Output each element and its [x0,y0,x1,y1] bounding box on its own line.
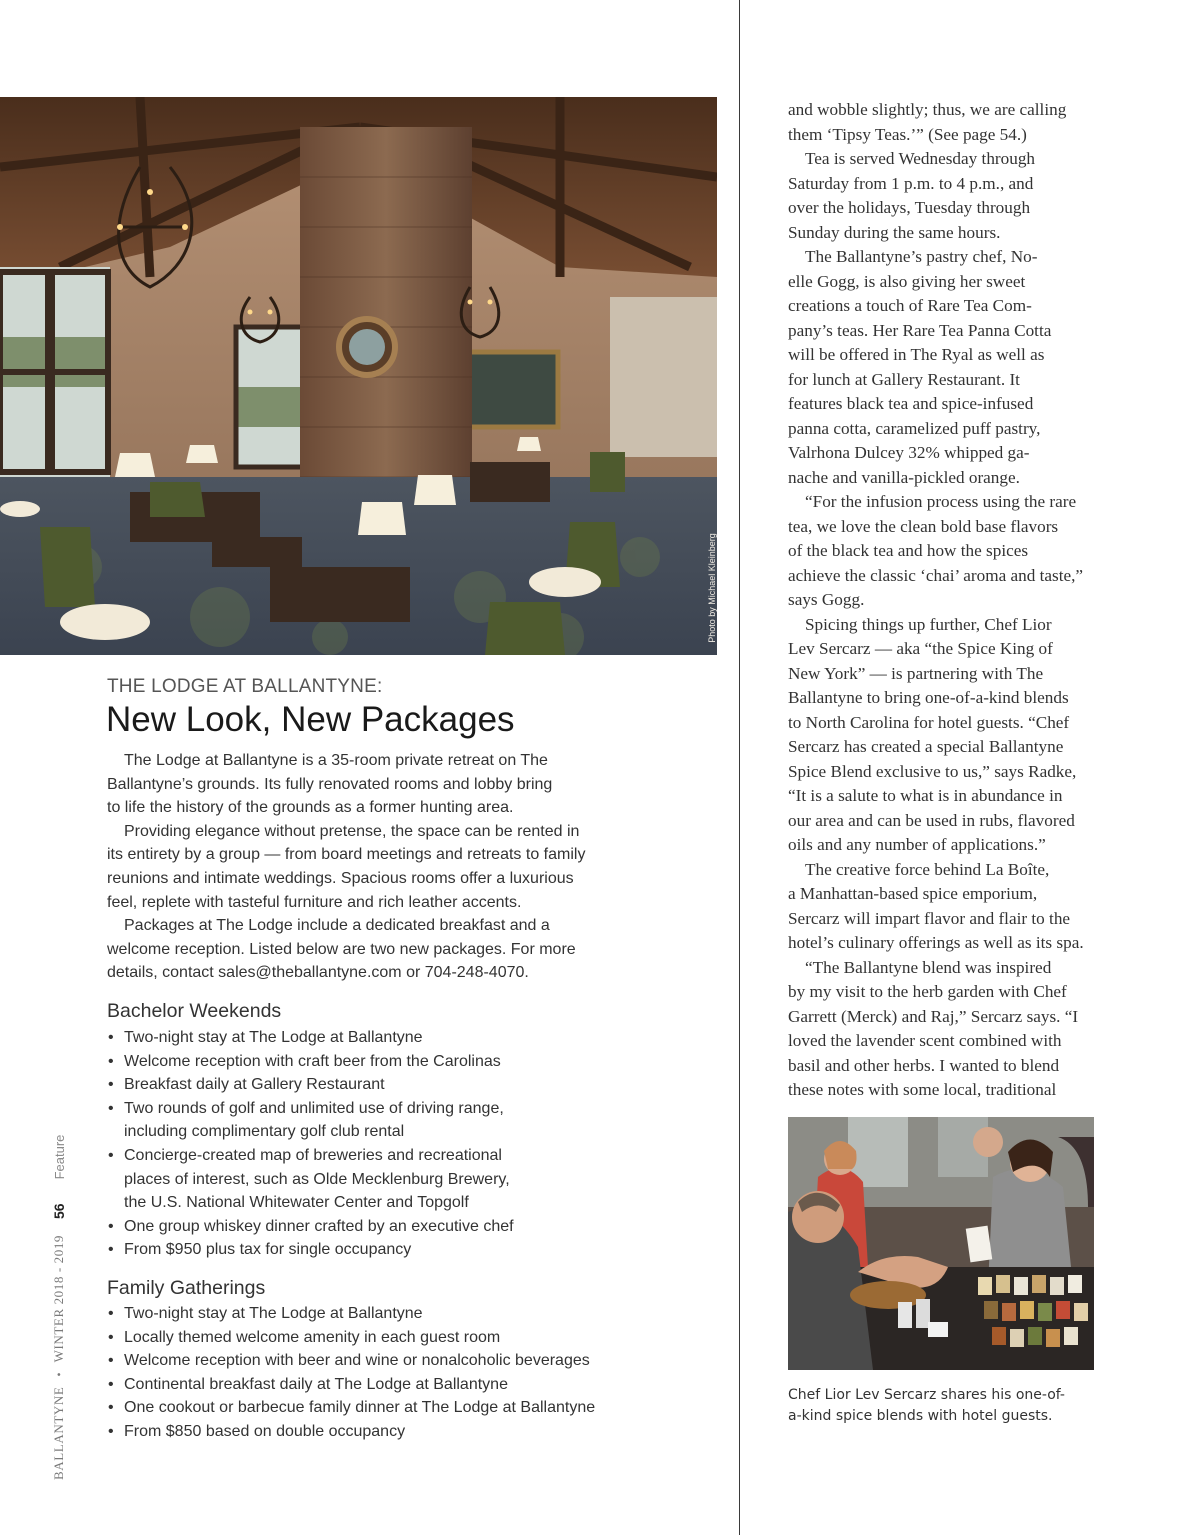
text-line: pany’s teas. Her Rare Tea Panna Cotta [788,320,1052,340]
text-line: Garrett (Merck) and Raj,” Sercarz says. “I [788,1006,1079,1026]
list-item: • Welcome reception with beer and wine or nonalcoholic beverages [107,1349,667,1373]
list-item-line: Concierge-created map of breweries and recreational [124,1146,502,1164]
text-line: them ‘Tipsy Teas.’” (See page 54.) [788,124,1027,144]
text-line: to North Carolina for hotel guests. “Chef [788,712,1070,732]
text-line: achieve the classic ‘chai’ aroma and taste,” [788,565,1084,585]
text-line: Spicing things up further, Chef Lior [805,614,1052,634]
page-number: 56 [51,1203,67,1219]
list-item: • Two-night stay at The Lodge at Ballantyne [107,1026,667,1050]
text-line: “The Ballantyne blend was inspired [805,957,1052,977]
section-label: Feature [51,1134,67,1180]
list-item: • One cookout or barbecue family dinner at The Lodge at Ballantyne [107,1396,667,1420]
package-title-family: Family Gatherings [107,1277,266,1299]
package-list-bachelor [107,1026,667,1262]
text-line: features black tea and spice-infused [788,394,1034,413]
chef-spice-photo [788,1117,1094,1370]
article-kicker: THE LODGE AT BALLANTYNE: [107,676,383,697]
intro-line: to life the history of the grounds as a former hunting area. [107,799,514,817]
text-line: The creative force behind La Boîte, [805,859,1050,879]
text-line: elle Gogg, is also giving her sweet [788,271,1026,291]
caption-line: Chef Lior Lev Sercarz shares his one-of- [788,1387,1065,1403]
list-item: • Locally themed welcome amenity in each guest room [107,1326,667,1350]
list-item-line: places of interest, such as Olde Mecklenburg Brewery, [124,1170,510,1188]
text-line: by my visit to the herb garden with Chef [788,982,1067,1001]
text-line: nache and vanilla-pickled orange. [788,467,1020,487]
text-line: New York” — is partnering with The [788,663,1044,683]
list-item [107,1097,667,1144]
right-column-text [788,98,1108,1103]
list-item-line: the U.S. National Whitewater Center and Topgolf [124,1194,469,1212]
text-line: Saturday from 1 p.m. to 4 p.m., and [788,173,1034,193]
text-line: these notes with some local, traditional [788,1080,1057,1099]
text-line: Valrhona Dulcey 32% whipped ga- [788,443,1030,462]
text-line: Lev Sercarz — aka “the Spice King of [788,639,1053,658]
text-line: over the holidays, Tuesday through [788,198,1031,217]
list-item: • Continental breakfast daily at The Lodge at Ballantyne [107,1373,667,1397]
text-line: for lunch at Gallery Restaurant. It [788,369,1020,389]
text-line: Spice Blend exclusive to us,” says Radke, [788,761,1077,781]
intro-line: Ballantyne’s grounds. Its fully renovated rooms and lobby bring [107,775,553,793]
text-line: “It is a salute to what is in abundance in [788,786,1063,805]
text-line: Sercarz will impart flavor and flair to the [788,908,1071,928]
article-intro [107,749,647,985]
intro-line: Packages at The Lodge include a dedicated breakfast and a [124,917,550,935]
intro-line: details, contact sales@theballantyne.com or 704-248-4070. [107,964,529,982]
intro-line: feel, replete with tasteful furniture and rich leather accents. [107,893,522,911]
list-item: • From $850 based on double occupancy [107,1420,667,1444]
intro-paragraph-1 [107,749,647,820]
list-item: • Welcome reception with craft beer from the Carolinas [107,1050,667,1074]
intro-paragraph-3 [107,914,647,985]
text-line: our area and can be used in rubs, flavored [788,810,1075,830]
text-line: will be offered in The Ryal as well as [788,345,1045,364]
text-line: says Gogg. [788,590,865,609]
intro-line: welcome reception. Listed below are two new packages. For more [107,940,576,958]
list-item: • Two-night stay at The Lodge at Ballantyne [107,1302,667,1326]
text-line: and wobble slightly; thus, we are calling [788,100,1067,119]
package-title-bachelor: Bachelor Weekends [107,1000,282,1022]
text-line: oils and any number of applications.” [788,835,1046,854]
intro-line: The Lodge at Ballantyne is a 35-room private retreat on The [124,752,548,769]
list-item: • From $950 plus tax for single occupancy [107,1238,667,1262]
publication-name: BALLANTYNE [51,1386,66,1480]
intro-paragraph-2 [107,820,647,914]
intro-line: Providing elegance without pretense, the space can be rented in [124,822,580,840]
text-line: creations a touch of Rare Tea Com- [788,296,1032,315]
intro-line: its entirety by a group — from board meetings and retreats to family [107,846,586,864]
issue-date: WINTER 2018 - 2019 [51,1234,66,1363]
text-line: Tea is served Wednesday through [805,149,1036,168]
article-headline: New Look, New Packages [106,700,515,739]
text-line: Ballantyne to bring one-of-a-kind blends [788,688,1069,707]
package-list-family [107,1302,667,1444]
photo-caption [788,1385,1088,1426]
text-line: panna cotta, caramelized puff pastry, [788,418,1041,438]
list-item [107,1144,667,1215]
list-item-line: including complimentary golf club rental [124,1123,405,1141]
intro-line: reunions and intimate weddings. Spacious rooms offer a luxurious [107,869,574,887]
lodge-lobby-photo [0,97,717,655]
text-line: a Manhattan-based spice emporium, [788,884,1038,903]
text-line: hotel’s culinary offerings as well as its spa. [788,933,1084,952]
list-item: • One group whiskey dinner crafted by an executive chef [107,1215,667,1239]
text-line: “For the infusion process using the rare [805,492,1077,511]
photo-credit-text: Photo by Michael Kleinberg [707,532,717,643]
text-line: loved the lavender scent combined with [788,1031,1062,1050]
column-divider [739,0,740,1535]
text-line: Sercarz has created a special Ballantyne [788,737,1064,756]
text-line: of the black tea and how the spices [788,541,1029,560]
text-line: Sunday during the same hours. [788,222,1001,242]
caption-line: a-kind spice blends with hotel guests. [788,1407,1053,1424]
list-item: • Breakfast daily at Gallery Restaurant [107,1073,667,1097]
photo-credit [700,520,724,655]
text-line: tea, we love the clean bold base flavors [788,516,1059,536]
page-folio [40,1134,80,1480]
text-line: basil and other herbs. I wanted to blend [788,1055,1060,1075]
folio-separator: • [51,1372,66,1377]
list-item-line: Two rounds of golf and unlimited use of driving range, [124,1099,504,1117]
text-line: The Ballantyne’s pastry chef, No- [805,247,1038,266]
